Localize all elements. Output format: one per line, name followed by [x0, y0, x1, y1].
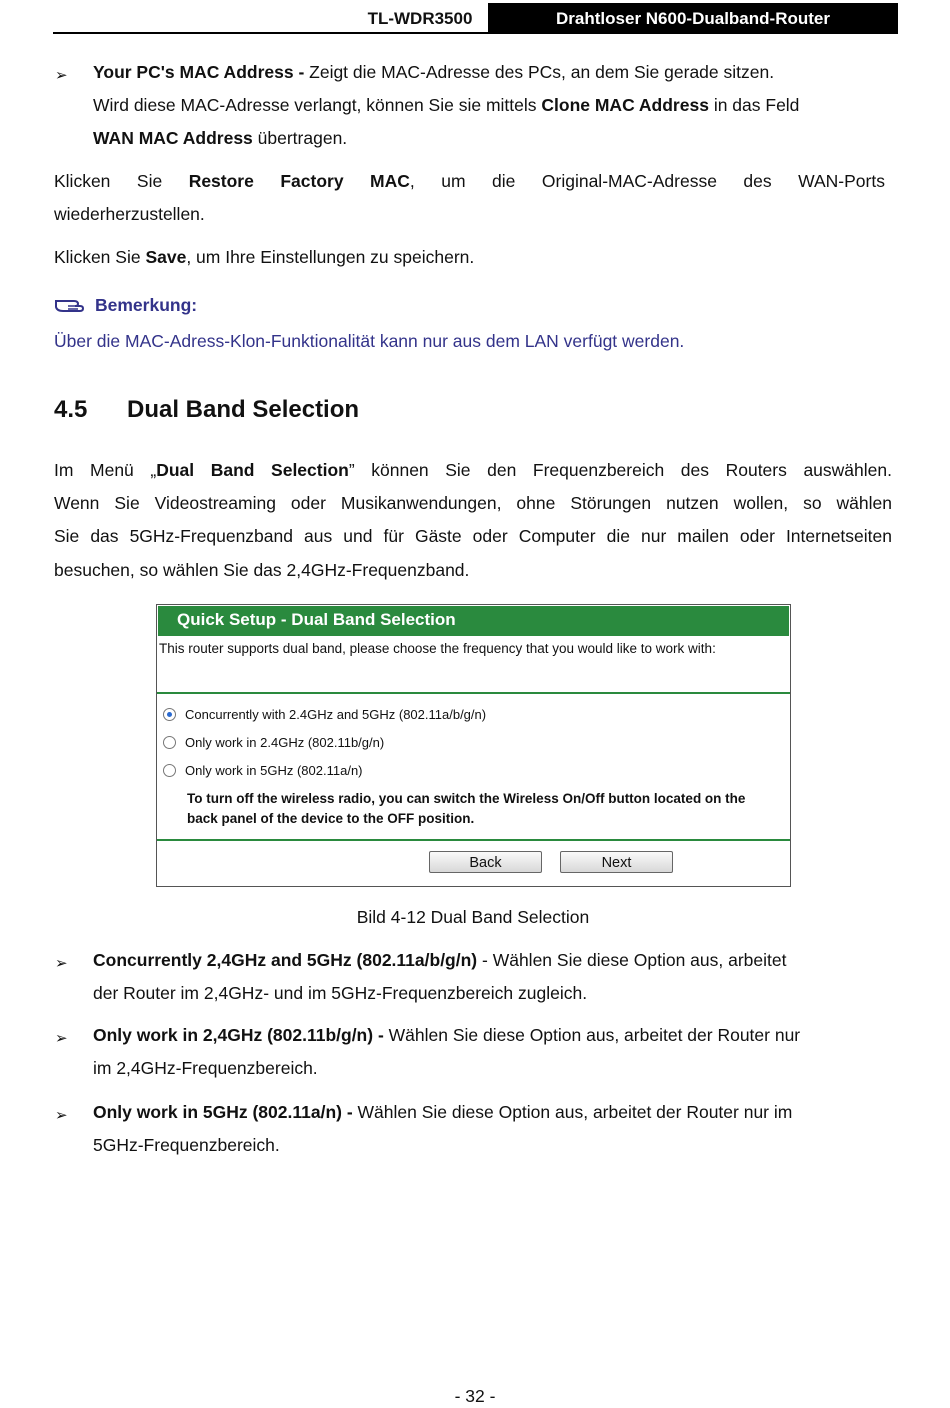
bullet-arrow-icon: ➢ [55, 1107, 68, 1124]
option-bullet-3-text: Wählen Sie diese Option aus, arbeitet der Router nur im [352, 1102, 793, 1122]
radio-5ghz[interactable] [163, 764, 176, 777]
screenshot-titlebar [158, 606, 789, 636]
intro-para-line4: besuchen, so wählen Sie das 2,4GHz-Frequenzband. [54, 560, 470, 580]
option-5ghz-label: Only work in 5GHz (802.11a/n) [185, 763, 363, 778]
save-term: Save [145, 247, 187, 267]
intro-pre: Im Menü „ [54, 460, 157, 480]
option-bullet-3-line2: 5GHz-Frequenzbereich. [93, 1135, 280, 1155]
next-button[interactable]: Next [560, 851, 673, 873]
option-concurrent-label: Concurrently with 2.4GHz and 5GHz (802.11a/b/g/n) [185, 707, 487, 722]
save-post: , um Ihre Einstellungen zu speichern. [186, 247, 475, 267]
option-2-4ghz-label: Only work in 2.4GHz (802.11b/g/n) [185, 735, 385, 750]
header-model: TL-WDR3500 [367, 9, 473, 28]
mac-bullet-line2-pre: Wird diese MAC-Adresse verlangt, können Sie sie mittels [93, 95, 542, 115]
figure-caption: Bild 4-12 Dual Band Selection [356, 907, 590, 927]
mac-bullet-line3-post: übertragen. [252, 128, 348, 148]
page-number: - 32 - [454, 1386, 496, 1406]
dual-band-screenshot [156, 604, 791, 887]
save-pre: Klicken Sie [54, 247, 146, 267]
section-title: Dual Band Selection [127, 396, 360, 423]
restore-para-line2: wiederherzustellen. [54, 204, 205, 224]
screenshot-title: Quick Setup - Dual Band Selection [177, 610, 456, 629]
screenshot-separator-bottom [157, 839, 790, 841]
bullet-arrow-icon: ➢ [55, 1030, 68, 1047]
back-button[interactable]: Back [429, 851, 542, 873]
bullet-arrow-icon: ➢ [55, 955, 68, 972]
save-para [54, 241, 474, 274]
option-bullet-1-line1 [93, 944, 893, 977]
restore-factory-mac-term: Restore Factory MAC [188, 171, 410, 191]
note-text: Über die MAC-Adress-Klon-Funktionalität kann nur aus dem LAN verfügt werden. [54, 331, 685, 351]
mac-bullet-line2 [93, 89, 888, 122]
mac-bullet-label: Your PC's MAC Address - [93, 62, 305, 82]
pointing-hand-icon [54, 293, 88, 315]
restore-pre: Klicken Sie [54, 171, 189, 191]
option-bullet-3-line1 [93, 1096, 903, 1129]
header-rule [53, 32, 898, 34]
note-title: Bemerkung: [95, 295, 198, 315]
screenshot-separator-top [157, 692, 790, 694]
warning-line2: back panel of the device to the OFF position. [187, 811, 475, 826]
bullet-arrow-icon: ➢ [55, 67, 68, 84]
dual-band-selection-term: Dual Band Selection [156, 460, 349, 480]
option-bullet-2-text: Wählen Sie diese Option aus, arbeitet der Router nur [383, 1025, 801, 1045]
restore-para-line1 [54, 165, 885, 198]
intro-post: ” können Sie den Frequenzbereich des Routers auswählen. [348, 460, 892, 480]
intro-para-line1 [54, 454, 892, 487]
intro-para-line2: Wenn Sie Videostreaming oder Musikanwendungen, ohne Störungen nutzen wollen, so wählen [54, 493, 892, 513]
option-bullet-2-term: Only work in 2,4GHz (802.11b/g/n) - [93, 1025, 384, 1045]
section-number: 4.5 [54, 396, 88, 423]
radio-2-4ghz[interactable] [163, 736, 176, 749]
screenshot-intro: This router supports dual band, please choose the frequency that you would like to work with: [159, 641, 716, 656]
mac-bullet-text: Zeigt die MAC-Adresse des PCs, an dem Sie gerade sitzen. [304, 62, 775, 82]
option-bullet-3-term: Only work in 5GHz (802.11a/n) - [93, 1102, 353, 1122]
wireless-off-warning [187, 789, 777, 829]
radio-concurrent[interactable] [163, 708, 176, 721]
header-product: Drahtloser N600-Dualband-Router [488, 3, 898, 33]
option-bullet-1-term: Concurrently 2,4GHz and 5GHz (802.11a/b/g/n) [93, 950, 478, 970]
option-bullet-1-text: - Wählen Sie diese Option aus, arbeitet [477, 950, 787, 970]
mac-bullet-line2-post: in das Feld [708, 95, 800, 115]
warning-line1: To turn off the wireless radio, you can switch the Wireless On/Off button located on the [187, 791, 746, 806]
clone-mac-term: Clone MAC Address [541, 95, 709, 115]
wan-mac-term: WAN MAC Address [93, 128, 253, 148]
intro-para-line3: Sie das 5GHz-Frequenzband aus und für Gäste oder Computer die nur mailen oder Internetseiten [54, 526, 892, 546]
mac-bullet-line3 [93, 122, 888, 155]
option-bullet-2-line2: im 2,4GHz-Frequenzbereich. [93, 1058, 318, 1078]
option-bullet-2-line1 [93, 1019, 893, 1052]
option-bullet-1-line2: der Router im 2,4GHz- und im 5GHz-Frequenzbereich zugleich. [93, 983, 588, 1003]
restore-post: , um die Original-MAC-Adresse des WAN-Ports [409, 171, 885, 191]
mac-bullet-line1 [93, 56, 888, 89]
